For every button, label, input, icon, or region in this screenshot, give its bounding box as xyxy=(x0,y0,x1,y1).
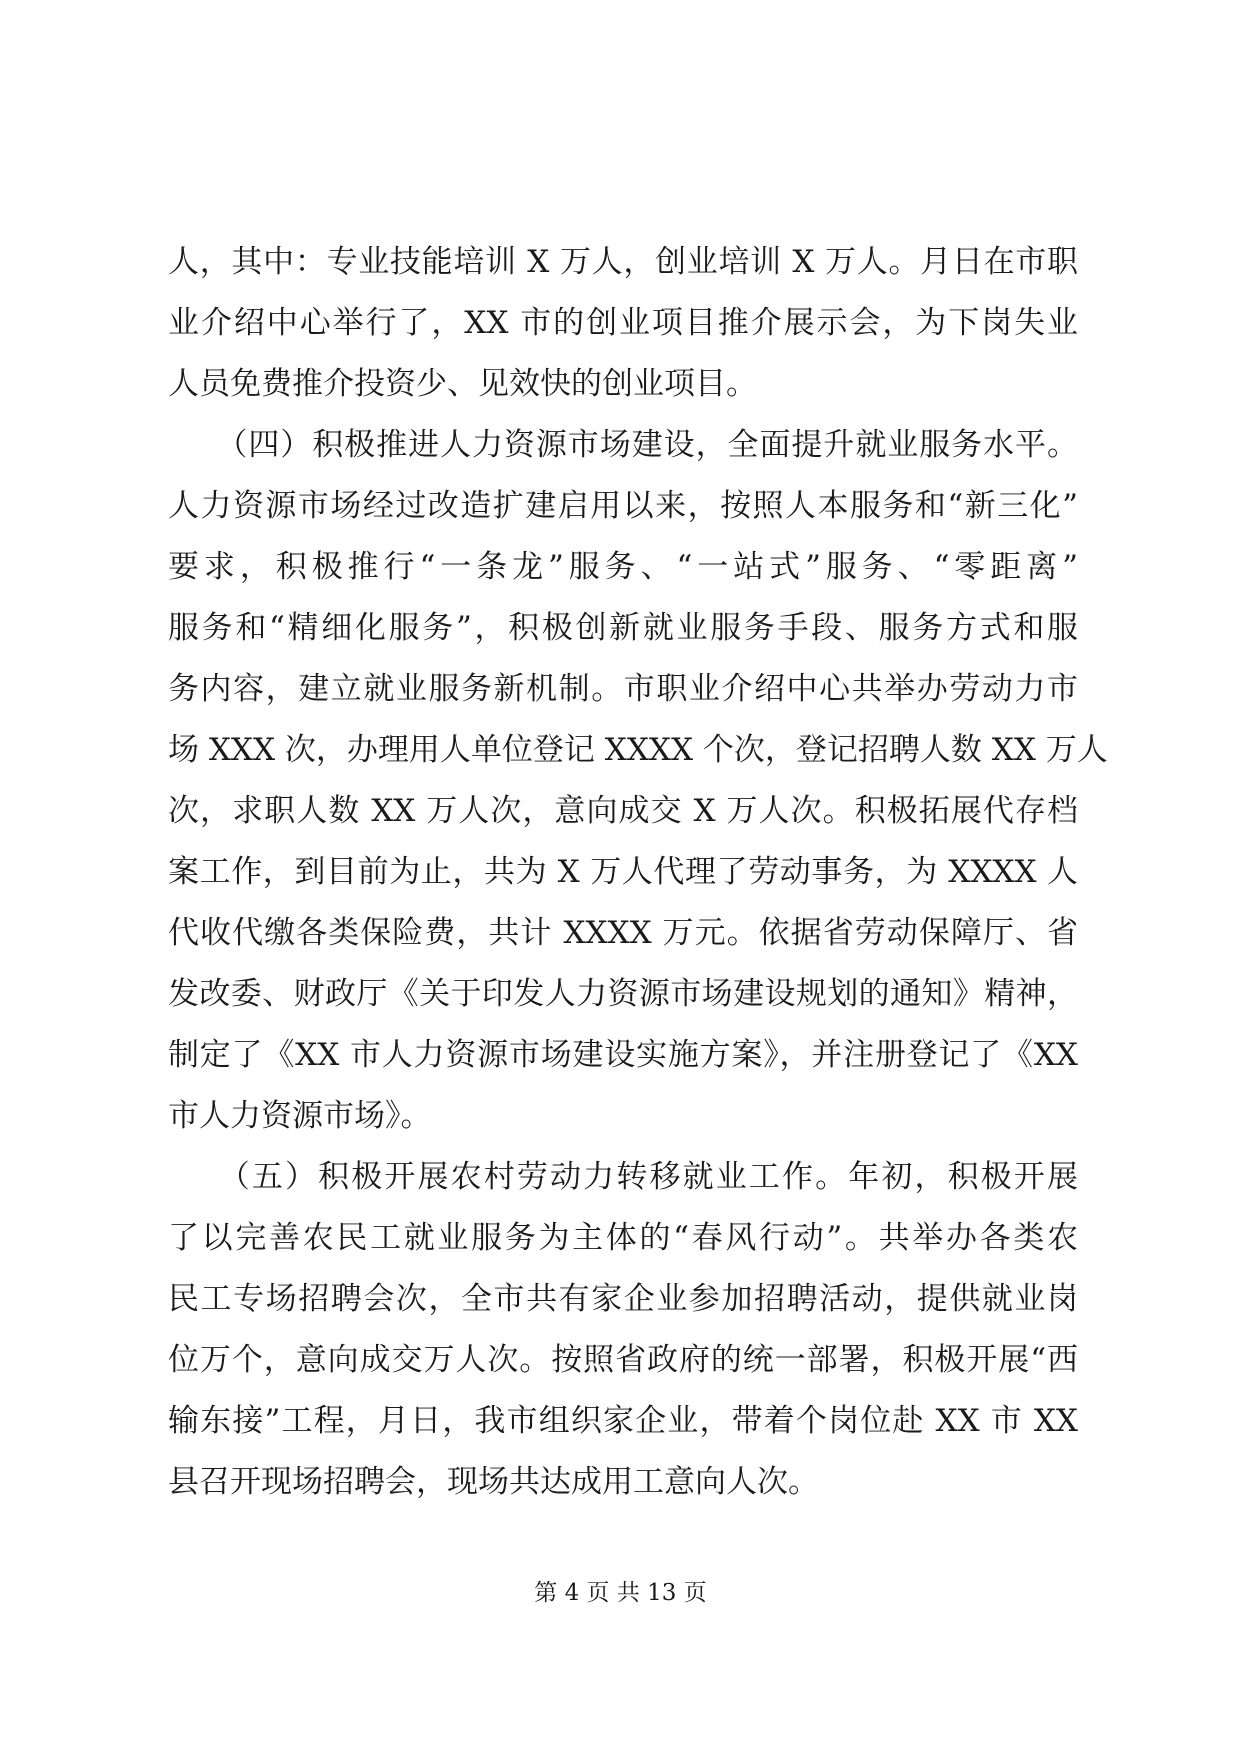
text-line: 市人力资源市场》。 xyxy=(168,1098,432,1134)
text-line: 场 XXX 次，办理用人单位登记 XXXX 个次，登记招聘人数 XX 万人 xyxy=(168,732,1108,768)
text-line: 次，求职人数 XX 万人次，意向成交 X 万人次。积极拓展代存档 xyxy=(168,793,1078,829)
text-line: 业介绍中心举行了，XX 市的创业项目推介展示会，为下岗失业 xyxy=(168,305,1078,341)
text-line: 务内容，建立就业服务新机制。市职业介绍中心共举办劳动力市 xyxy=(168,671,1078,707)
text-line: 人员免费推介投资少、见效快的创业项目。 xyxy=(168,366,757,402)
document-body xyxy=(168,232,1108,1513)
text-line: 制定了《XX 市人力资源市场建设实施方案》，并注册登记了《XX xyxy=(168,1037,1078,1073)
text-line: 案工作，到目前为止，共为 X 万人代理了劳动事务，为 XXXX 人 xyxy=(168,854,1078,890)
text-line: 人，其中：专业技能培训 X 万人，创业培训 X 万人。月日在市职 xyxy=(168,244,1078,280)
text-line: 县召开现场招聘会，现场共达成用工意向人次。 xyxy=(168,1464,819,1500)
section-heading-line: （五）积极开展农村劳动力转移就业工作。年初，积极开展 xyxy=(168,1159,1078,1195)
text-line: 民工专场招聘会次，全市共有家企业参加招聘活动，提供就业岗 xyxy=(168,1281,1078,1317)
page-number-footer: 第 4 页 共 13 页 xyxy=(534,1580,707,1606)
text-line: 输东接”工程，月日，我市组织家企业，带着个岗位赴 XX 市 XX xyxy=(168,1403,1078,1439)
text-line: 要求，积极推行“一条龙”服务、“一站式”服务、“零距离” xyxy=(168,549,1078,585)
text-line: 发改委、财政厅《关于印发人力资源市场建设规划的通知》精神， xyxy=(168,976,1078,1012)
text-line: 了以完善农民工就业服务为主体的“春风行动”。共举办各类农 xyxy=(168,1220,1078,1256)
text-line: 代收代缴各类保险费，共计 XXXX 万元。依据省劳动保障厅、省 xyxy=(168,915,1078,951)
section-heading-line: （四）积极推进人力资源市场建设，全面提升就业服务水平。 xyxy=(168,427,1078,463)
text-line: 位万个，意向成交万人次。按照省政府的统一部署，积极开展“西 xyxy=(168,1342,1078,1378)
text-line: 人力资源市场经过改造扩建启用以来，按照人本服务和“新三化” xyxy=(168,488,1078,524)
text-line: 服务和“精细化服务”，积极创新就业服务手段、服务方式和服 xyxy=(168,610,1078,646)
